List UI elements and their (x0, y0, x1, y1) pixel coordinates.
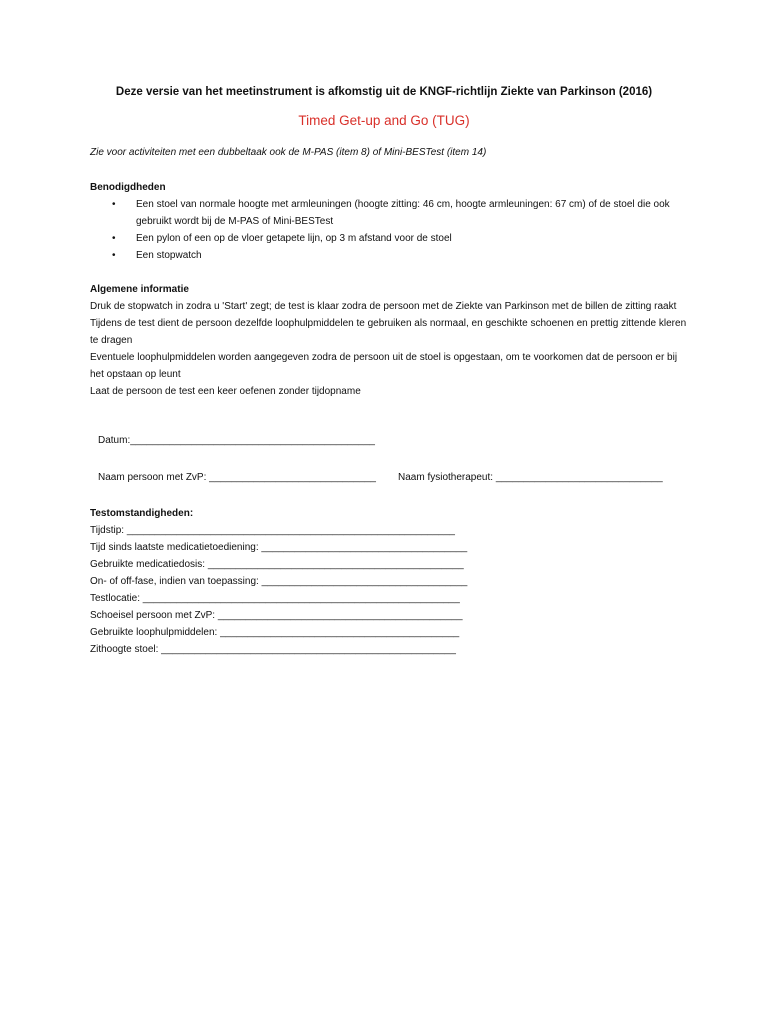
list-item: • Een stoel van normale hoogte met armleuningen (hoogte zitting: 46 cm, hoogte armleuningen: 67 cm) of de stoel die ook gebruikt wordt bij de M-PAS of Mini-BESTest (90, 196, 690, 230)
dual-task-note: Zie voor activiteiten met een dubbeltaak ook de M-PAS (item 8) of Mini-BESTest (item 14) (90, 147, 487, 158)
testomstandigheden-section (90, 505, 510, 658)
info-paragraph: Eventuele loophulpmiddelen worden aangegeven zodra de persoon uit de stoel is opgestaan, om te voorkomen dat de persoon er bij het opstaan op leunt (90, 352, 678, 380)
source-header: Deze versie van het meetinstrument is afkomstig uit de KNGF-richtlijn Ziekte van Parkinson (2016) (115, 86, 653, 98)
schoeisel-field[interactable]: Schoeisel persoon met ZvP: ____________________________________________ (90, 610, 463, 621)
testlocatie-field[interactable]: Testlocatie: _________________________________________________________ (90, 593, 460, 604)
info-paragraph: Druk de stopwatch in zodra u 'Start' zegt; de test is klaar zodra de persoon met de Ziekte van Parkinson met de billen de zitting raakt (90, 301, 677, 312)
zithoogte-field[interactable]: Zithoogte stoel: _____________________________________________________ (90, 644, 456, 655)
tijdstip-field[interactable]: Tijdstip: ___________________________________________________________ (90, 525, 455, 536)
benodigdheden-heading: Benodigdheden (90, 182, 166, 193)
benodigdheden-section (90, 179, 690, 264)
list-item: • Een pylon of een op de vloer getapete lijn, op 3 m afstand voor de stoel (90, 230, 690, 247)
list-item: • Een stopwatch (90, 247, 690, 264)
on-off-fase-field[interactable]: On- of off-fase, indien van toepassing: _____________________________________ (90, 576, 468, 587)
naam-fysiotherapeut-field[interactable]: Naam fysiotherapeut: ______________________________ (398, 472, 663, 483)
document-title: Timed Get-up and Go (TUG) (298, 113, 470, 128)
info-paragraph: Tijdens de test dient de persoon dezelfde loophulpmiddelen te gebruiken als normaal, en geschikte schoenen en prettig zittende kleren te dragen (90, 318, 687, 346)
naam-persoon-field[interactable]: Naam persoon met ZvP: ______________________________ (98, 472, 376, 483)
datum-field[interactable]: Datum:____________________________________________ (98, 435, 375, 446)
algemene-informatie-section (90, 281, 690, 400)
algemene-informatie-heading: Algemene informatie (90, 284, 189, 295)
info-paragraph: Laat de persoon de test een keer oefenen zonder tijdopname (90, 386, 361, 397)
testomstandigheden-heading: Testomstandigheden: (90, 508, 194, 519)
medicatiedosis-field[interactable]: Gebruikte medicatiedosis: ______________________________________________ (90, 559, 464, 570)
medicatie-tijd-field[interactable]: Tijd sinds laatste medicatietoediening: _____________________________________ (90, 542, 468, 553)
loophulpmiddelen-field[interactable]: Gebruikte loophulpmiddelen: ___________________________________________ (90, 627, 460, 638)
benodigdheden-list (90, 196, 690, 264)
